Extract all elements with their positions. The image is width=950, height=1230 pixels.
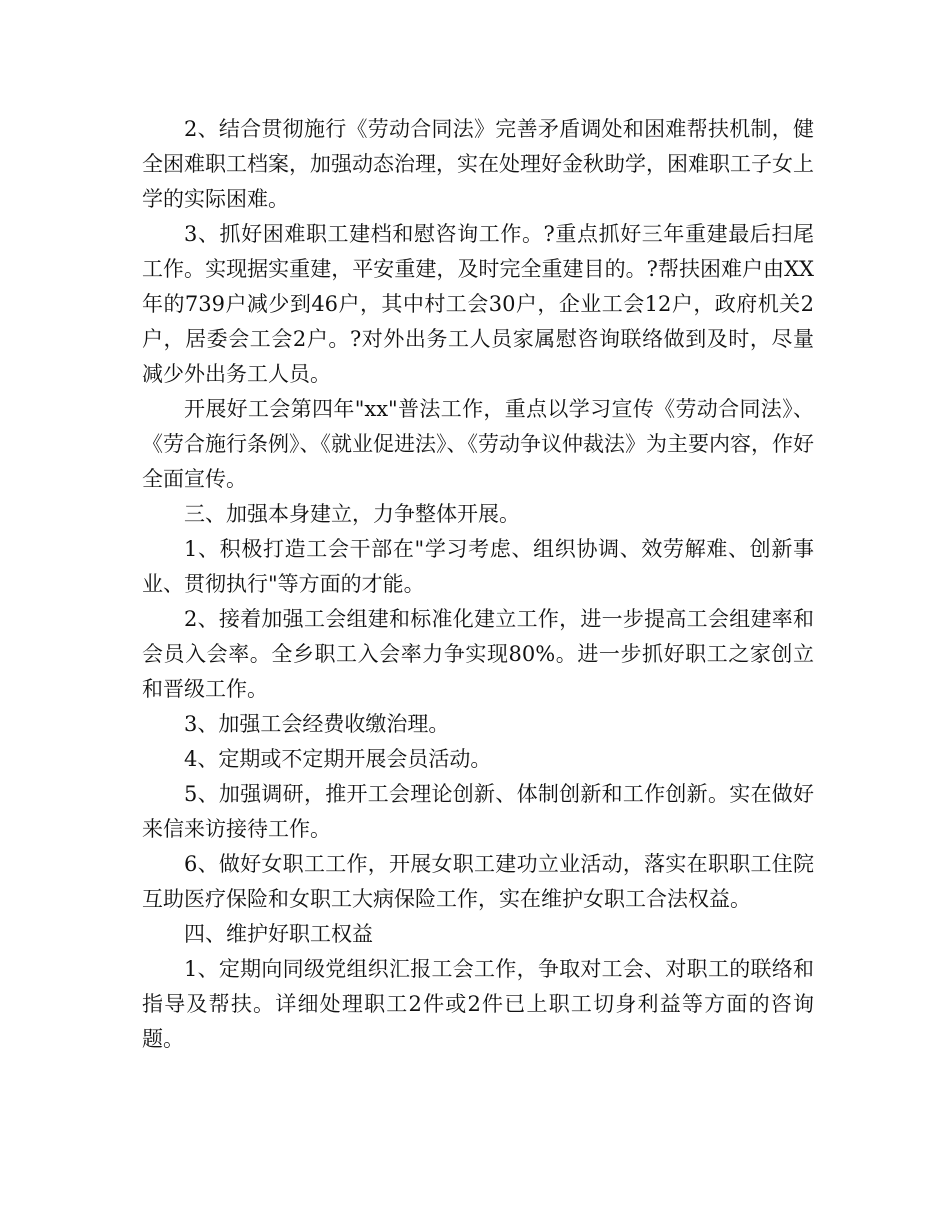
paragraph-legal-education: 开展好工会第四年"xx"普法工作，重点以学习宣传《劳动合同法》、《劳合施行条例》、《就业促进法》、《劳动争议仲裁法》为主要内容，作好全面宣传。 [142, 397, 814, 491]
paragraph-item-6-women-workers: 6、做好女职工工作，开展女职工建功立业活动，落实在职职工住院互助医疗保险和女职工大病保险工作，实在维护女职工合法权益。 [142, 852, 814, 911]
paragraph-item-5-research: 5、加强调研，推开工会理论创新、体制创新和工作创新。实在做好来信来访接待工作。 [142, 782, 814, 841]
paragraph-item-3-assistance: 3、抓好困难职工建档和慰咨询工作。?重点抓好三年重建最后扫尾工作。实现据实重建，平安重建，及时完全重建目的。?帮扶困难户由XX年的739户减少到46户，其中村工会30户，企业工会12户，政府机关2户，居委会工会2户。?对外出务工人员家属慰咨询联络做到及时，尽量减少外出务工人员。 [142, 222, 814, 386]
paragraph-item-2-organization: 2、接着加强工会组建和标准化建立工作，进一步提高工会组建率和会员入会率。全乡职工入会率力争实现80%。进一步抓好职工之家创立和晋级工作。 [142, 607, 814, 701]
paragraph-item-3-funds: 3、加强工会经费收缴治理。 [184, 712, 450, 736]
paragraph-item-4-activities: 4、定期或不定期开展会员活动。 [184, 747, 492, 771]
paragraph-item-1-cadres: 1、积极打造工会干部在"学习考虑、组织协调、效劳解难、创新事业、贯彻执行"等方面的才能。 [142, 537, 814, 596]
document-body [142, 112, 814, 1057]
paragraph-item-2-mechanism: 2、结合贯彻施行《劳动合同法》完善矛盾调处和困难帮扶机制，健全困难职工档案，加强动态治理，实在处理好金秋助学，困难职工子女上学的实际困难。 [142, 117, 814, 211]
section-heading-3: 三、加强本身建立，力争整体开展。 [184, 502, 520, 526]
paragraph-item-1-reporting: 1、定期向同级党组织汇报工会工作，争取对工会、对职工的联络和指导及帮扶。详细处理职工2件或2件已上职工切身利益等方面的咨询题。 [142, 957, 814, 1051]
section-heading-4: 四、维护好职工权益 [184, 922, 373, 946]
